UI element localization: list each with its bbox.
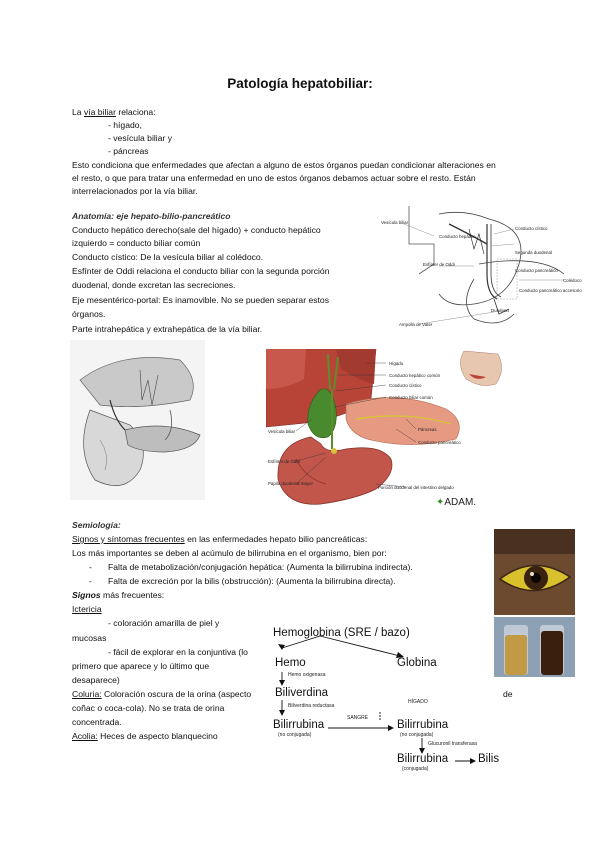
higado-label: HÍGADO [408,699,428,705]
bilirrubina-sub: (no conjugada) [400,732,434,738]
anatomy-line: izquierdo = conducto biliar común [72,238,201,248]
acolia-line: Acolia: Heces de aspecto blanquecino [72,731,218,741]
intro-paragraph: Esto condiciona que enfermedades que afectan a alguno de estos órganos puedan condicionar alteraciones en [72,160,496,170]
page-title: Patología hepatobiliar: [227,76,373,91]
biliverdina-node: Biliverdina [275,687,329,699]
via-biliar-term: vía biliar [83,107,116,117]
fig3-label: Papila duodenal mayor [268,481,313,486]
bilirrubina-conj-node: Bilirrubina [397,753,449,765]
coluria-de: de [503,689,513,699]
bilirrubina-line: Los más importantes se deben al acúmulo de bilirrubina en el organismo, bien por: [72,548,387,558]
fig1-label: Duodeno [491,308,509,313]
adam-biliary-illustration [266,349,528,511]
enzyme-label: Biliverdina reductasa [288,703,335,709]
intro-paragraph: interrelacionados por la vía biliar. [72,186,198,196]
bullet-dash: - [89,562,92,572]
semiologia-heading: Semiología: [72,520,121,530]
fig1-label: Vesícula biliar [381,220,409,225]
fig1-label: Segunda duodenal [515,250,552,255]
fig3-label: Conducto pancreático [418,440,461,445]
intro-paragraph: el resto, o que para tratar una enfermedad en uno de estos órganos debamos actuar sobre el resto. Están [72,173,476,183]
signos-line: Signos y síntomas frecuentes en las enfermedades hepato bilio pancreáticas: [72,534,368,544]
fig3-label: Conducto biliar común [389,395,433,400]
fig3-label: Porción duodenal del intestino delgado [378,485,454,490]
fig3-label: Conducto hepático común [389,373,441,378]
fig1-label: Conducto pancreático [515,268,558,273]
bilis-node: Bilis [478,753,500,765]
bilirrubina-sub: (conjugada) [402,766,429,772]
fig3-label: Páncreas [418,427,437,432]
fig1-label: Esfínter de Oddi [423,262,455,267]
hemoglobina-node: Hemoglobina (SRE / bazo) [273,627,410,639]
ictericia-line: - coloración amarilla de piel y [108,618,220,628]
anatomy-line: Conducto cístico: De la vesícula biliar al colédoco. [72,252,264,262]
anatomy-line: órganos. [72,309,106,319]
intro-item: - vesícula biliar y [108,133,172,143]
coluria-line: concentrada. [72,717,122,727]
globina-node: Globina [397,657,437,669]
enzyme-label: Hemo oxigenasa [288,672,326,678]
enzyme-label: Glucuronil transferasa [428,741,477,747]
fig1-label: Conducto cístico [515,226,548,231]
hemo-node: Hemo [275,657,306,669]
anatomy-line: Esfínter de Oddi relaciona el conducto biliar con la segunda porción [72,266,330,276]
bilirrubina-unconj-node: Bilirrubina [273,719,325,731]
fig3-label: Esfínter de Oddi [268,459,300,464]
ictericia-line: - fácil de explorar en la conjuntiva (lo [108,647,248,657]
intro-item: - páncreas [108,146,149,156]
fig1-label: Ampolla de Vater [399,322,433,327]
anatomy-line: Parte intrahepática y extrahepática de la vía biliar. [72,324,263,334]
sangre-label: SANGRE [347,715,369,721]
anatomy-line: Conducto hepático derecho(sale del hígado) + conducto hepático [72,225,321,235]
bilirrubina-sub: (no conjugada) [278,732,312,738]
signos-frecuentes: Signos más frecuentes: [72,590,165,600]
jaundiced-eye-photo [494,529,575,615]
grayscale-anatomy-drawing [70,340,205,500]
fig1-label: Colédoco [563,278,582,283]
intro-line: La vía biliar relaciona: [72,107,156,117]
ictericia-line: primero que aparece y lo último que [72,661,210,671]
anatomy-line: duodenal, donde excretan las secreciones. [72,280,236,290]
fig3-label: Vesícula biliar [268,429,296,434]
bilirrubina-liver-node: Bilirrubina [397,719,449,731]
bullet-dash: - [89,576,92,586]
fig1-label: Conducto hepático [439,234,476,239]
anatomy-line: Eje mesentérico-portal: Es inamovible. No se pueden separar estos [72,295,329,305]
bullet-item: Falta de excreción por la bilis (obstrucción): (Aumenta la bilirrubina directa). [108,576,396,586]
biliary-anatomy-line-drawing [379,204,584,332]
coluria-line: Coluria: Coloración oscura de la orina (aspecto [72,689,252,699]
anatomy-heading: Anatomía: eje hepato-bilio-pancreático [72,211,231,221]
adam-logo: ✦ADAM. [436,497,477,508]
ictericia-heading: Ictericia [72,604,102,614]
fig1-label: Conducto pancreático accesorio [519,288,582,293]
coluria-line: coñac o coca-cola). No se trata de orina [72,703,225,713]
fig3-label: Conducto cístico [389,383,422,388]
ictericia-line: mucosas [72,633,107,643]
fig3-label: Hígado [389,361,404,366]
ictericia-line: desaparece) [72,675,120,685]
bilirubin-diagram-arrows [260,620,510,780]
intro-item: - hígado, [108,120,142,130]
bullet-item: Falta de metabolización/conjugación hepática: (Aumenta la bilirrubina indirecta). [108,562,413,572]
